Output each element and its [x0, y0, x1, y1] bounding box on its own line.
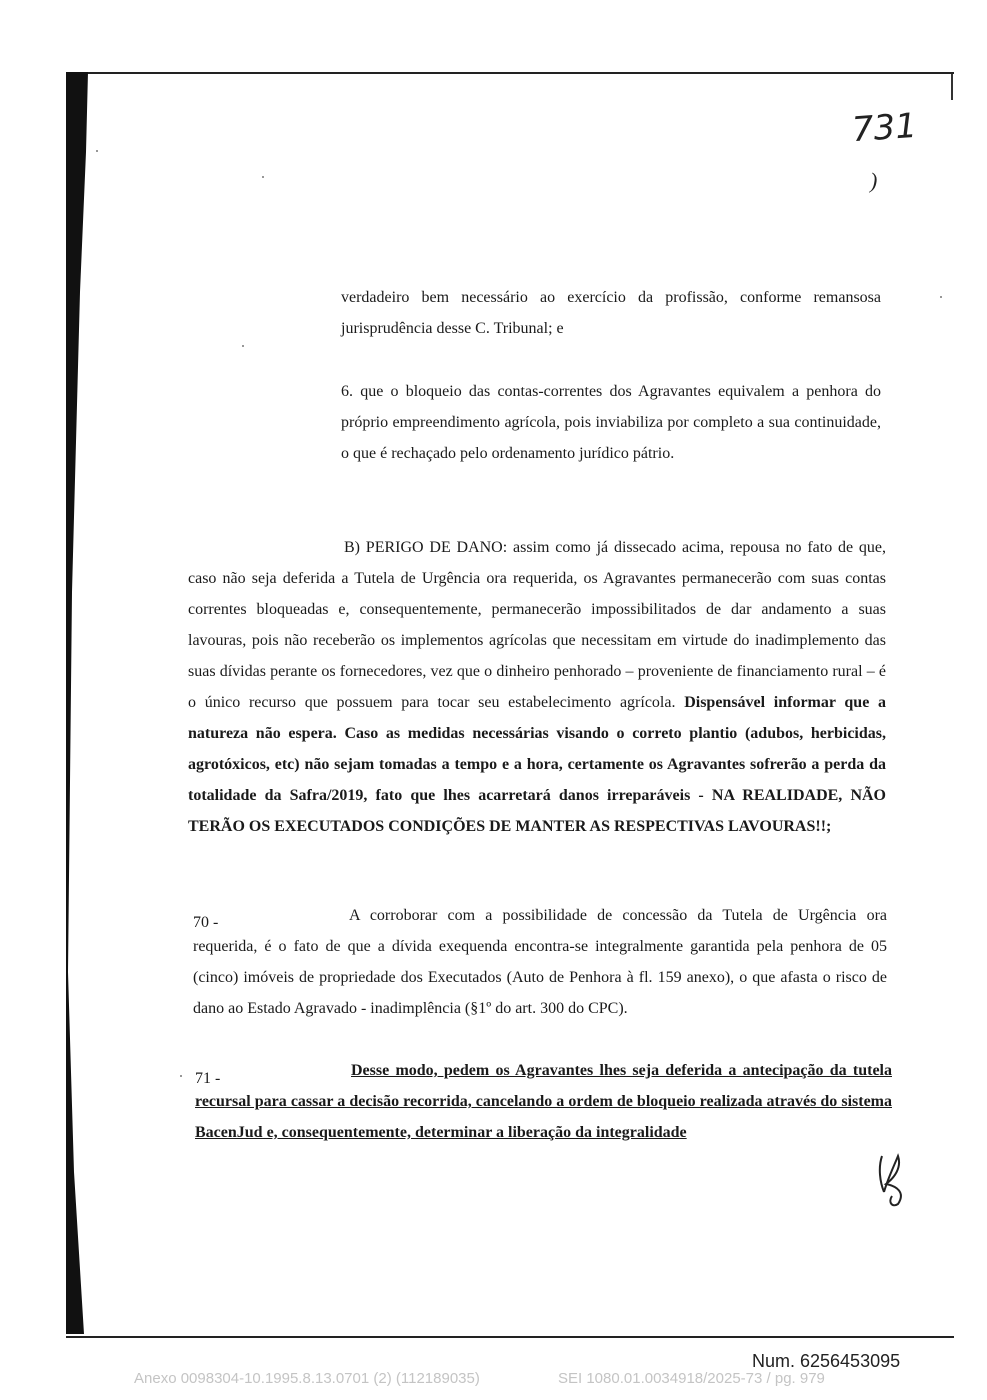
- document-num: Num. 6256453095: [752, 1351, 901, 1371]
- folio-mark: ): [870, 168, 878, 193]
- annex-reference: Anexo 0098304-10.1995.8.13.0701 (2) (112189035): [134, 1370, 480, 1387]
- item5-continuation: [341, 282, 881, 344]
- perigo-bold-text: Dispensável informar que a natureza não espera. Caso as medidas necessárias visando o correto plantio (adubos, herbicidas, agrotóxicos, etc) não sejam tomadas a tempo e a hora, certamente os Agravantes sofrerão a perda da totalidade da Safra/2019, fato que lhes acarretará danos irreparáveis - NA REALIDADE, NÃO TERÃO OS EXECUTADOS CONDIÇÕES DE MANTER AS RESPECTIVAS LAVOURAS!!;: [188, 694, 887, 835]
- folio-number: 731: [850, 105, 919, 151]
- scan-left-edge: [66, 72, 88, 1334]
- scan-speck: [242, 345, 244, 347]
- para70-number: 70 -: [193, 914, 219, 931]
- perigo-de-dano: [188, 532, 886, 842]
- perigo-intro-text: B) PERIGO DE DANO: assim como já dissecado acima, repousa no fato de que, caso não seja deferida a Tutela de Urgência ora requerida, os Agravantes permanecerão com suas contas correntes bloqueadas e, consequentemente, permanecerão impossibilitados de dar andamento a suas lavouras, pois não receberão os implementos agrícolas que necessitam em virtude do inadimplemento das suas dívidas perante os fornecedores, vez que o dinheiro penhorado – proveniente de financiamento rural – é o único recurso que possuem para tocar seu estabelecimento agrícola.: [188, 539, 886, 711]
- scan-speck: [180, 1075, 182, 1077]
- item6: [341, 376, 881, 469]
- para70-text: A corroborar com a possibilidade de concessão da Tutela de Urgência ora requerida, é o fato de que a dívida exequenda encontra-se integralmente garantida pela penhora de 05 (cinco) imóveis de propriedade dos Executados (Auto de Penhora à fl. 159 anexo), o que afasta o risco de dano ao Estado Agravado - inadimplência (§1º do art. 300 do CPC).: [193, 907, 887, 1017]
- scan-right-edge: [951, 74, 953, 100]
- para71-number: 71 -: [195, 1070, 221, 1087]
- item6-text: 6. que o bloqueio das contas-correntes dos Agravantes equivalem a penhora do próprio empreendimento agrícola, pois inviabiliza por completo a sua continuidade, o que é rechaçado pelo ordenamento jurídico pátrio.: [341, 383, 881, 462]
- signature-mark: [868, 1148, 918, 1212]
- scan-speck: [262, 176, 264, 178]
- para70: [193, 900, 887, 1024]
- scan-speck: [96, 150, 98, 152]
- para71-text: Desse modo, pedem os Agravantes lhes seja deferida a antecipação da tutela recursal para cassar a decisão recorrida, cancelando a ordem de bloqueio realizada através do sistema BacenJud e, consequentemente, determinar a liberação da integralidade: [195, 1062, 892, 1141]
- sei-reference: SEI 1080.01.0034918/2025-73 / pg. 979: [558, 1370, 825, 1387]
- para71: [195, 1055, 892, 1148]
- scan-speck: [940, 296, 942, 298]
- item5-text: verdadeiro bem necessário ao exercício da profissão, conforme remansosa jurisprudência desse C. Tribunal; e: [341, 289, 881, 337]
- perigo-paragraph: [188, 532, 886, 842]
